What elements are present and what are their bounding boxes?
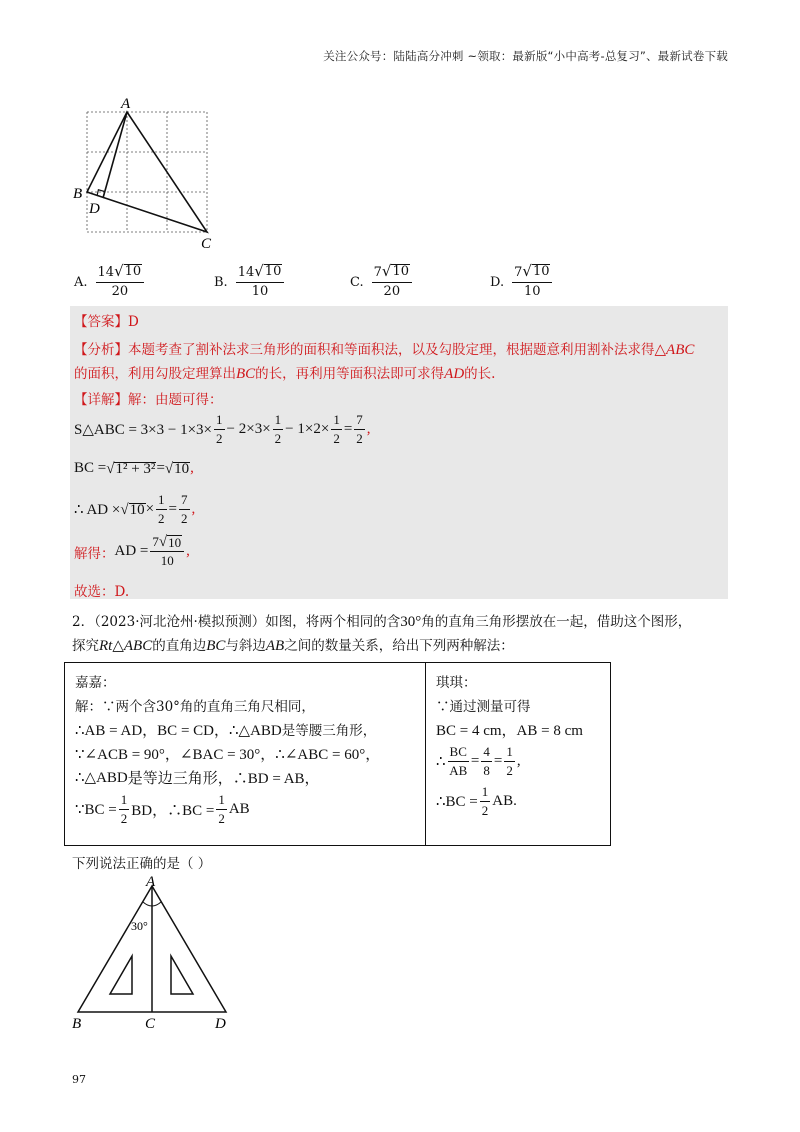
- fig2-label-C: C: [145, 1016, 156, 1032]
- page-number: 97: [72, 1073, 86, 1086]
- option-b[interactable]: B. 14 √ 10 10: [214, 262, 286, 302]
- fig2-label-A: A: [146, 874, 156, 890]
- right-cutout: [171, 956, 193, 994]
- q2-line-1: 2．（2023·河北沧州·模拟预测）如图，将两个相同的含30°角的直角三角形摆放在一起，借助这个图形，: [72, 614, 692, 630]
- solution-qiqi: 琪琪： ∵通过测量可得 BC = 4 cm，AB = 8 cm ∴ $\frac{BC}{AB}$ = $\frac{4}{8}$ = $\frac{1}{2}$ , ∴BC = $\frac{1}{2}$ AB.: [426, 663, 611, 846]
- figure-set-squares: [64, 870, 244, 1040]
- triangle-abc: [87, 112, 207, 232]
- left-cutout: [110, 956, 132, 994]
- label-C: C: [201, 236, 212, 252]
- figure-triangle-grid: [66, 92, 226, 252]
- detail-line: 【详解】解：由题可得：: [74, 392, 223, 408]
- area-equation: S△ABC = 3×3 − 1×3× $\frac{1}{2}$ − 2×3× $\frac{1}{2}$ − 1×2× $\frac{1}{2}$ = $\frac{7}{2}$ ,: [74, 412, 371, 446]
- grid-lines: [87, 112, 207, 232]
- label-B: B: [73, 186, 83, 202]
- choose-line: 故选：D.: [74, 584, 130, 600]
- fig2-label-D: D: [215, 1016, 226, 1032]
- label-D: D: [89, 201, 100, 217]
- option-a[interactable]: A. 14 √ 10 20: [74, 262, 146, 302]
- fig2-angle-label: 30°: [131, 919, 148, 933]
- altitude-ad: [103, 112, 127, 198]
- fig2-label-B: B: [72, 1016, 82, 1032]
- option-d[interactable]: D. 7 √ 10 10: [490, 262, 554, 302]
- page-header: 关注公众号：陆陆高分冲刺 ~领取：最新版“小中高考-总复习”、最新试卷下载: [323, 49, 728, 63]
- analysis-line-1: 【分析】本题考查了割补法求三角形的面积和等面积法，以及勾股定理，根据题意利用割补法求得△ABC: [74, 342, 695, 358]
- q2-prompt: 下列说法正确的是（ ）: [72, 856, 212, 872]
- solution-jiajia: 嘉嘉： 解：∵两个含30°角的直角三角尺相同， ∴AB = AD，BC = CD，∴△ABD 是等腰三角形， ∵∠ACB = 90°，∠BAC = 30°，∴∠ABC = 60°， ∴△ABD 是等边三角形，∴BD = AB， ∵BC = $\frac{1}{2}$ BD，∴BC = $\frac{1}{2}$ AB: [65, 663, 426, 846]
- solve-equation: 解得： AD = 7 √ 10 10 ,: [74, 534, 190, 568]
- analysis-line-2: 的面积，利用勾股定理算出BC的长，再利用等面积法即可求得AD的长.: [74, 366, 496, 382]
- label-A: A: [121, 96, 131, 112]
- q2-line-2: 探究Rt△ABC的直角边BC与斜边AB之间的数量关系，给出下列两种解法：: [72, 638, 514, 654]
- answer-line: 【答案】D: [74, 314, 139, 330]
- ad-equation: ∴ AD × √ 10 × $\frac{1}{2}$ = $\frac{7}{2}$ ,: [74, 492, 196, 526]
- option-c[interactable]: C. 7 √ 10 20: [350, 262, 414, 302]
- solutions-table: [64, 662, 611, 846]
- bc-equation: BC = √ 1² + 3² = √ 10 ,: [74, 460, 194, 477]
